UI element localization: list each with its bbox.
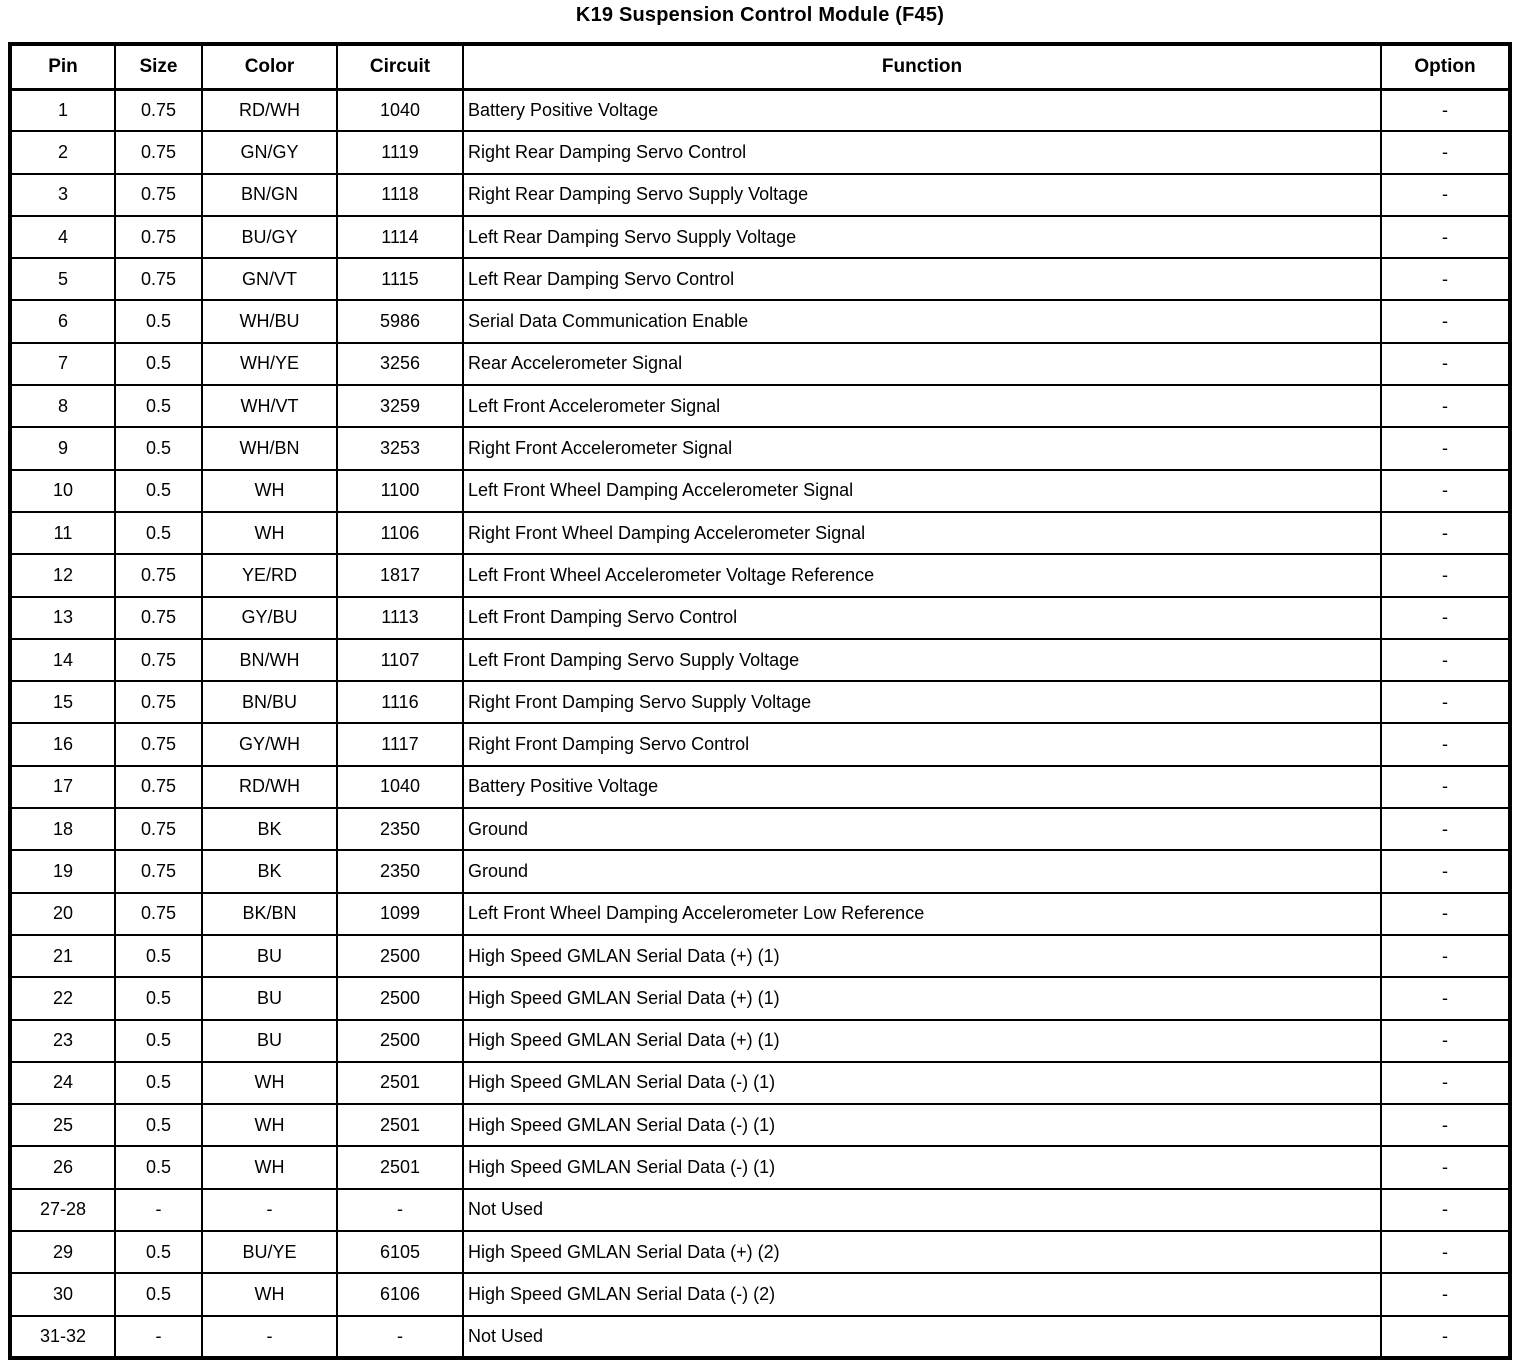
option-cell: - bbox=[1381, 343, 1510, 385]
pin-cell: 19 bbox=[10, 850, 115, 892]
pin-cell: 23 bbox=[10, 1020, 115, 1062]
function-cell: Left Front Wheel Damping Accelerometer Signal bbox=[463, 470, 1381, 512]
function-cell: Left Rear Damping Servo Supply Voltage bbox=[463, 216, 1381, 258]
circuit-cell: 1115 bbox=[337, 258, 463, 300]
circuit-cell: 1100 bbox=[337, 470, 463, 512]
function-cell: High Speed GMLAN Serial Data (-) (2) bbox=[463, 1273, 1381, 1315]
table-row bbox=[10, 893, 1510, 935]
function-cell: High Speed GMLAN Serial Data (+) (1) bbox=[463, 977, 1381, 1019]
option-cell: - bbox=[1381, 1189, 1510, 1231]
table-row bbox=[10, 1104, 1510, 1146]
table-row bbox=[10, 427, 1510, 469]
color-cell: BU/YE bbox=[202, 1231, 337, 1273]
function-cell: Rear Accelerometer Signal bbox=[463, 343, 1381, 385]
size-cell: 0.75 bbox=[115, 893, 202, 935]
pin-cell: 30 bbox=[10, 1273, 115, 1315]
size-cell: 0.5 bbox=[115, 977, 202, 1019]
option-cell: - bbox=[1381, 681, 1510, 723]
circuit-cell: - bbox=[337, 1316, 463, 1358]
pin-cell: 12 bbox=[10, 554, 115, 596]
circuit-cell: 1119 bbox=[337, 131, 463, 173]
color-cell: GN/VT bbox=[202, 258, 337, 300]
size-cell: 0.5 bbox=[115, 343, 202, 385]
color-cell: BU bbox=[202, 977, 337, 1019]
size-cell: 0.5 bbox=[115, 512, 202, 554]
table-row bbox=[10, 554, 1510, 596]
color-cell: GN/GY bbox=[202, 131, 337, 173]
option-cell: - bbox=[1381, 89, 1510, 131]
option-cell: - bbox=[1381, 1231, 1510, 1273]
pin-cell: 10 bbox=[10, 470, 115, 512]
page-title: K19 Suspension Control Module (F45) bbox=[575, 4, 945, 26]
function-cell: Left Front Wheel Damping Accelerometer Low Reference bbox=[463, 893, 1381, 935]
pin-cell: 4 bbox=[10, 216, 115, 258]
color-cell: WH/VT bbox=[202, 385, 337, 427]
function-cell: High Speed GMLAN Serial Data (-) (1) bbox=[463, 1062, 1381, 1104]
color-cell: BK/BN bbox=[202, 893, 337, 935]
color-cell: WH bbox=[202, 1062, 337, 1104]
size-cell: 0.5 bbox=[115, 1146, 202, 1188]
size-cell: 0.5 bbox=[115, 935, 202, 977]
table-row bbox=[10, 1189, 1510, 1231]
pin-cell: 22 bbox=[10, 977, 115, 1019]
pin-cell: 31-32 bbox=[10, 1316, 115, 1358]
header-row bbox=[10, 44, 1510, 89]
option-cell: - bbox=[1381, 935, 1510, 977]
circuit-cell: 1106 bbox=[337, 512, 463, 554]
circuit-cell: 1116 bbox=[337, 681, 463, 723]
circuit-cell: 1099 bbox=[337, 893, 463, 935]
pin-cell: 1 bbox=[10, 89, 115, 131]
size-cell: 0.75 bbox=[115, 639, 202, 681]
table-row bbox=[10, 89, 1510, 131]
function-cell: Left Front Damping Servo Control bbox=[463, 597, 1381, 639]
function-cell: High Speed GMLAN Serial Data (-) (1) bbox=[463, 1146, 1381, 1188]
size-cell: 0.5 bbox=[115, 385, 202, 427]
pin-cell: 17 bbox=[10, 766, 115, 808]
table-row bbox=[10, 1020, 1510, 1062]
color-cell: GY/WH bbox=[202, 723, 337, 765]
function-cell: Ground bbox=[463, 808, 1381, 850]
table-row bbox=[10, 470, 1510, 512]
option-cell: - bbox=[1381, 427, 1510, 469]
pin-cell: 15 bbox=[10, 681, 115, 723]
color-cell: BN/WH bbox=[202, 639, 337, 681]
pin-cell: 3 bbox=[10, 174, 115, 216]
table-row bbox=[10, 850, 1510, 892]
size-cell: 0.5 bbox=[115, 1062, 202, 1104]
size-cell: 0.75 bbox=[115, 681, 202, 723]
function-cell: High Speed GMLAN Serial Data (+) (1) bbox=[463, 1020, 1381, 1062]
color-cell: BK bbox=[202, 850, 337, 892]
circuit-cell: 6106 bbox=[337, 1273, 463, 1315]
option-cell: - bbox=[1381, 808, 1510, 850]
option-cell: - bbox=[1381, 174, 1510, 216]
size-cell: 0.75 bbox=[115, 554, 202, 596]
circuit-cell: 1118 bbox=[337, 174, 463, 216]
color-cell: BK bbox=[202, 808, 337, 850]
table-row bbox=[10, 808, 1510, 850]
color-cell: WH bbox=[202, 512, 337, 554]
table-row bbox=[10, 723, 1510, 765]
pin-cell: 29 bbox=[10, 1231, 115, 1273]
size-cell: 0.5 bbox=[115, 470, 202, 512]
function-cell: Right Rear Damping Servo Supply Voltage bbox=[463, 174, 1381, 216]
function-cell: Left Front Damping Servo Supply Voltage bbox=[463, 639, 1381, 681]
pinout-table-header bbox=[10, 44, 1510, 89]
pinout-table bbox=[8, 42, 1512, 1360]
color-cell: WH/YE bbox=[202, 343, 337, 385]
table-row bbox=[10, 174, 1510, 216]
circuit-cell: 1040 bbox=[337, 89, 463, 131]
circuit-cell: 2500 bbox=[337, 1020, 463, 1062]
color-cell: BU bbox=[202, 1020, 337, 1062]
circuit-cell: 1114 bbox=[337, 216, 463, 258]
table-row bbox=[10, 216, 1510, 258]
color-cell: WH/BU bbox=[202, 300, 337, 342]
function-cell: Not Used bbox=[463, 1189, 1381, 1231]
option-cell: - bbox=[1381, 258, 1510, 300]
circuit-cell: 2350 bbox=[337, 850, 463, 892]
circuit-cell: 2501 bbox=[337, 1104, 463, 1146]
color-cell: BN/BU bbox=[202, 681, 337, 723]
size-cell: 0.75 bbox=[115, 808, 202, 850]
function-cell: Battery Positive Voltage bbox=[463, 766, 1381, 808]
size-cell: 0.75 bbox=[115, 131, 202, 173]
pin-cell: 26 bbox=[10, 1146, 115, 1188]
color-cell: WH/BN bbox=[202, 427, 337, 469]
circuit-cell: 2501 bbox=[337, 1062, 463, 1104]
color-cell: WH bbox=[202, 1104, 337, 1146]
option-cell: - bbox=[1381, 216, 1510, 258]
size-cell: 0.75 bbox=[115, 723, 202, 765]
function-cell: Left Front Wheel Accelerometer Voltage Reference bbox=[463, 554, 1381, 596]
function-cell: High Speed GMLAN Serial Data (-) (1) bbox=[463, 1104, 1381, 1146]
size-column-header: Size bbox=[115, 44, 202, 89]
pin-cell: 21 bbox=[10, 935, 115, 977]
size-cell: 0.75 bbox=[115, 850, 202, 892]
table-row bbox=[10, 1316, 1510, 1358]
size-cell: - bbox=[115, 1316, 202, 1358]
size-cell: - bbox=[115, 1189, 202, 1231]
pin-cell: 13 bbox=[10, 597, 115, 639]
size-cell: 0.5 bbox=[115, 1104, 202, 1146]
size-cell: 0.5 bbox=[115, 1020, 202, 1062]
color-cell: WH bbox=[202, 1146, 337, 1188]
circuit-cell: 1040 bbox=[337, 766, 463, 808]
circuit-cell: 1113 bbox=[337, 597, 463, 639]
option-cell: - bbox=[1381, 512, 1510, 554]
table-row bbox=[10, 131, 1510, 173]
circuit-cell: 2500 bbox=[337, 977, 463, 1019]
function-cell: Battery Positive Voltage bbox=[463, 89, 1381, 131]
option-cell: - bbox=[1381, 1146, 1510, 1188]
function-cell: Right Front Wheel Damping Accelerometer Signal bbox=[463, 512, 1381, 554]
function-cell: High Speed GMLAN Serial Data (+) (1) bbox=[463, 935, 1381, 977]
option-cell: - bbox=[1381, 893, 1510, 935]
pin-cell: 7 bbox=[10, 343, 115, 385]
color-cell: BN/GN bbox=[202, 174, 337, 216]
function-cell: Right Front Accelerometer Signal bbox=[463, 427, 1381, 469]
circuit-cell: 2500 bbox=[337, 935, 463, 977]
color-column-header: Color bbox=[202, 44, 337, 89]
circuit-cell: 3253 bbox=[337, 427, 463, 469]
function-column-header: Function bbox=[463, 44, 1381, 89]
circuit-column-header: Circuit bbox=[337, 44, 463, 89]
pin-cell: 11 bbox=[10, 512, 115, 554]
color-cell: - bbox=[202, 1189, 337, 1231]
option-cell: - bbox=[1381, 597, 1510, 639]
function-cell: High Speed GMLAN Serial Data (+) (2) bbox=[463, 1231, 1381, 1273]
function-cell: Serial Data Communication Enable bbox=[463, 300, 1381, 342]
option-cell: - bbox=[1381, 766, 1510, 808]
option-cell: - bbox=[1381, 300, 1510, 342]
function-cell: Ground bbox=[463, 850, 1381, 892]
option-cell: - bbox=[1381, 723, 1510, 765]
option-cell: - bbox=[1381, 131, 1510, 173]
pin-cell: 6 bbox=[10, 300, 115, 342]
option-cell: - bbox=[1381, 554, 1510, 596]
size-cell: 0.75 bbox=[115, 597, 202, 639]
color-cell: WH bbox=[202, 1273, 337, 1315]
size-cell: 0.5 bbox=[115, 427, 202, 469]
circuit-cell: 2350 bbox=[337, 808, 463, 850]
table-row bbox=[10, 300, 1510, 342]
function-cell: Not Used bbox=[463, 1316, 1381, 1358]
size-cell: 0.75 bbox=[115, 258, 202, 300]
circuit-cell: 1117 bbox=[337, 723, 463, 765]
size-cell: 0.75 bbox=[115, 216, 202, 258]
table-row bbox=[10, 766, 1510, 808]
size-cell: 0.5 bbox=[115, 1231, 202, 1273]
pin-cell: 14 bbox=[10, 639, 115, 681]
pin-cell: 27-28 bbox=[10, 1189, 115, 1231]
color-cell: GY/BU bbox=[202, 597, 337, 639]
option-cell: - bbox=[1381, 1273, 1510, 1315]
table-row bbox=[10, 512, 1510, 554]
table-row bbox=[10, 935, 1510, 977]
circuit-cell: - bbox=[337, 1189, 463, 1231]
size-cell: 0.75 bbox=[115, 766, 202, 808]
pin-cell: 24 bbox=[10, 1062, 115, 1104]
pin-cell: 5 bbox=[10, 258, 115, 300]
size-cell: 0.5 bbox=[115, 1273, 202, 1315]
circuit-cell: 3259 bbox=[337, 385, 463, 427]
function-cell: Right Front Damping Servo Supply Voltage bbox=[463, 681, 1381, 723]
option-cell: - bbox=[1381, 1316, 1510, 1358]
table-row bbox=[10, 385, 1510, 427]
option-cell: - bbox=[1381, 385, 1510, 427]
option-cell: - bbox=[1381, 1104, 1510, 1146]
table-row bbox=[10, 597, 1510, 639]
pin-cell: 9 bbox=[10, 427, 115, 469]
option-cell: - bbox=[1381, 977, 1510, 1019]
size-cell: 0.75 bbox=[115, 89, 202, 131]
table-row bbox=[10, 1146, 1510, 1188]
color-cell: - bbox=[202, 1316, 337, 1358]
circuit-cell: 2501 bbox=[337, 1146, 463, 1188]
option-cell: - bbox=[1381, 850, 1510, 892]
pin-cell: 16 bbox=[10, 723, 115, 765]
pin-cell: 18 bbox=[10, 808, 115, 850]
color-cell: BU/GY bbox=[202, 216, 337, 258]
pin-column-header: Pin bbox=[10, 44, 115, 89]
circuit-cell: 1817 bbox=[337, 554, 463, 596]
circuit-cell: 3256 bbox=[337, 343, 463, 385]
pin-cell: 8 bbox=[10, 385, 115, 427]
table-row bbox=[10, 343, 1510, 385]
circuit-cell: 5986 bbox=[337, 300, 463, 342]
function-cell: Left Front Accelerometer Signal bbox=[463, 385, 1381, 427]
function-cell: Left Rear Damping Servo Control bbox=[463, 258, 1381, 300]
circuit-cell: 6105 bbox=[337, 1231, 463, 1273]
color-cell: RD/WH bbox=[202, 89, 337, 131]
table-row bbox=[10, 977, 1510, 1019]
color-cell: RD/WH bbox=[202, 766, 337, 808]
color-cell: YE/RD bbox=[202, 554, 337, 596]
pin-cell: 2 bbox=[10, 131, 115, 173]
circuit-cell: 1107 bbox=[337, 639, 463, 681]
pin-cell: 25 bbox=[10, 1104, 115, 1146]
option-cell: - bbox=[1381, 639, 1510, 681]
table-row bbox=[10, 1062, 1510, 1104]
function-cell: Right Rear Damping Servo Control bbox=[463, 131, 1381, 173]
table-row bbox=[10, 1273, 1510, 1315]
color-cell: BU bbox=[202, 935, 337, 977]
table-row bbox=[10, 258, 1510, 300]
table-row bbox=[10, 681, 1510, 723]
option-column-header: Option bbox=[1381, 44, 1510, 89]
function-cell: Right Front Damping Servo Control bbox=[463, 723, 1381, 765]
pin-cell: 20 bbox=[10, 893, 115, 935]
option-cell: - bbox=[1381, 1020, 1510, 1062]
pinout-table-body bbox=[10, 89, 1510, 1358]
size-cell: 0.5 bbox=[115, 300, 202, 342]
option-cell: - bbox=[1381, 1062, 1510, 1104]
color-cell: WH bbox=[202, 470, 337, 512]
table-row bbox=[10, 639, 1510, 681]
size-cell: 0.75 bbox=[115, 174, 202, 216]
option-cell: - bbox=[1381, 470, 1510, 512]
table-row bbox=[10, 1231, 1510, 1273]
